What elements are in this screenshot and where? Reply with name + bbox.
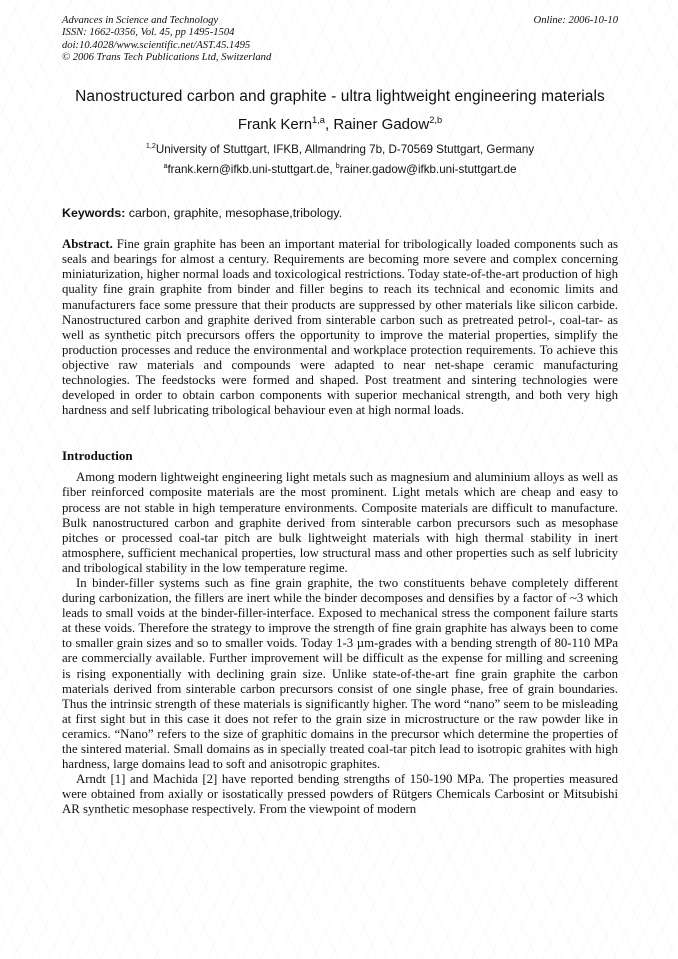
author-superscript-2: 2,b: [429, 115, 443, 126]
email-address-2: rainer.gadow@ifkb.uni-stuttgart.de: [339, 163, 517, 177]
introduction-heading: Introduction: [62, 448, 133, 464]
keywords-label: Keywords:: [62, 206, 126, 221]
abstract-text: Fine grain graphite has been an important material for tribologically loaded components such as seals and bearings for almost a century. Requirements are becoming more severe and complex concerning miniaturization, higher normal loads and toxicological restrictions. Today state-of-the-art production of high quality fine grain graphite from binder and filler begins to reach its technical and economic limits and manufacturers face some pressure that their products are suppressed by other materials like silicon carbide. Nanostructured carbon and graphite derived from sinterable carbon such as pretreated petrol-, coal-tar- as well as synthetic pitch precursors offers the opportunity to improve the material properties, simplify the production processes and reduce the environmental and workplace protection requirements. To achieve this objective raw materials and compounds were adapted to near net-shape ceramic manufacturing technologies. The feedstocks were formed and shaped. Post treatment and sintering technologies were developed in order to obtain carbon components with superior mechanical strength, and both very high hardness and self lubricating tribological behaviour even at high normal loads.: [62, 237, 618, 418]
keywords-line: [62, 206, 618, 220]
affiliation-text: University of Stuttgart, IFKB, Allmandring 7b, D-70569 Stuttgart, Germany: [155, 143, 535, 157]
journal-doi: doi:10.4028/www.scientific.net/AST.45.1495: [62, 39, 251, 51]
authors-line: [62, 116, 618, 133]
introduction-paragraph-2: In binder-filler systems such as fine grain graphite, the two constituents behave completely different during carbonization, the fillers are inert while the binder decomposes and densifies by a factor of ~3 which leads to small voids at the binder-filler-interface. Exposed to mechanical stress the component failure starts at these voids. Therefore the strategy to improve the strength of fine grain graphite has always been to come to smaller grain sizes and so to smaller voids. Today 1-3 µm-grades with a bending strength of 80-110 MPa are commercially available. Further improvement will be difficult as the expense for milling and screening is rising exponentially with declining grain size. Unlike state-of-the-art fine grain graphite the carbon materials derived from sinterable carbon precursors consist of one single phase, free of grain boundaries. Thus the intrinsic strength of these materials is significantly higher. The word “nano” seem to be misleading at first sight but in this case it does not refer to the grain size in microstructure or the raw powder like in ceramics. “Nano” refers to the size of graphitic domains in the precursor which determine the properties of the sintered material. Small domains as in specially treated coal-tar pitch lead to isotropic grahites with high hardness, large domains lead to soft and anisotropic graphites.: [62, 575, 618, 772]
journal-info-block: [62, 15, 271, 64]
abstract-label: Abstract.: [62, 237, 113, 252]
affiliation-superscript: 1,2: [145, 141, 156, 151]
affiliation-line: [62, 143, 618, 156]
email-superscript-b: b: [335, 161, 340, 171]
journal-issn-volume: ISSN: 1662-0356, Vol. 45, pp 1495-1504: [62, 27, 235, 39]
abstract-paragraph: [62, 237, 618, 418]
journal-title: Advances in Science and Technology: [62, 15, 219, 26]
author-name-1: Frank Kern: [237, 116, 313, 134]
online-date: Online: 2006-10-10: [533, 15, 618, 26]
paper-title: Nanostructured carbon and graphite - ultra lightweight engineering materials: [75, 88, 605, 106]
emails-line: [62, 163, 618, 176]
author-name-2: , Rainer Gadow: [324, 116, 430, 134]
journal-copyright: © 2006 Trans Tech Publications Ltd, Switzerland: [62, 51, 272, 63]
keywords-text: carbon, graphite, mesophase,tribology.: [125, 206, 343, 221]
author-superscript-1: 1,a: [312, 115, 325, 126]
email-superscript-a: a: [163, 161, 168, 171]
introduction-paragraph-1: Among modern lightweight engineering light metals such as magnesium and aluminium alloys as well as fiber reinforced composite materials are the most prominent. Light metals which are cheap and easy to process are not stable in high temperature environments. Composite materials are difficult to manufacture. Bulk nanostructured carbon and graphite derived from sinterable carbon precursors such as mesophase pitches or processed coal-tar pitch are bulk lightweight materials with high thermal stability in inert atmosphere, sufficient mechanical properties, low structural mass and other properties such as self lubricity and tribological stability in the low temperature regime.: [62, 470, 618, 575]
introduction-paragraph-3: Arndt [1] and Machida [2] have reported bending strengths of 150-190 MPa. The properties measured were obtained from axially or isostatically pressed powders of Rütgers Chemicals Carbosint or Mitsubishi AR synthetic mesophase respectively. From the viewpoint of modern: [62, 772, 618, 817]
journal-header: [62, 15, 618, 64]
email-address-1: frank.kern@ifkb.uni-stuttgart.de,: [167, 163, 336, 177]
